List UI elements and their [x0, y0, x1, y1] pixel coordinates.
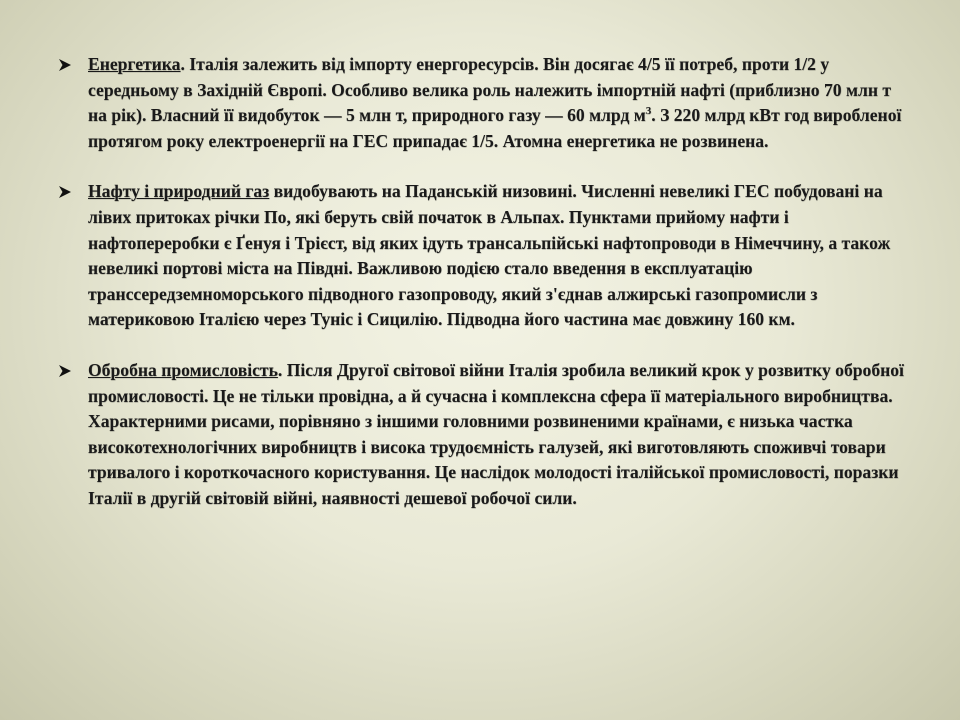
energy-text-b: . З 220 млрд кВт год виробленої протягом року електроенергії на ГЕС припадає 1/5. Атомна енергетика не розвинена.	[88, 105, 902, 151]
oil-gas-text: видобувають на Паданській низовині. Численні невеликі ГЕС побудовані на лівих притоках річки По, які беруть свій початок в Альпах. Пунктами прийому нафти і нафтопереробки є Ґенуя і Трієст, від яких ідуть трансальпійські нафтопроводи в Німеччину, а також невеликі портові міста на Півдні. Важливою подією стало введення в експлуатацію транссередземноморського підводного газопроводу, який з'єднав алжирські газопромисли з материковою Італією через Туніс і Сицилію. Підводна його частина має довжину 160 км.	[88, 181, 891, 330]
arrowhead-bullet-icon	[58, 179, 78, 205]
energy-text-a: . Італія залежить від імпорту енергоресурсів. Він досягає 4/5 її потреб, проти 1/2 у середньому в Західній Європі. Особливо велика роль належить імпортній нафті (приблизно 70 млн т на рік). Власний її видобуток — 5 млн т, природного газу — 60 млрд м	[88, 54, 891, 126]
slide-content	[58, 52, 908, 537]
term-manufacturing: Обробна промисловість	[88, 359, 278, 380]
term-energy: Енергетика	[88, 54, 181, 74]
manufacturing-text: . Після Другої світової війни Італія зробила великий крок у розвитку обробної промисловості. Це не тільки провідна, а й сучасна і комплексна сфера її матеріального виробництва. Характерними рисами, порівняно з іншими головними розвиненими країнами, є низька частка високотехнологічних виробництв і висока трудоємність галузей, які виготовляють споживчі товари тривалого і короткочасного користування. Це наслідок молодості італійської промисловості, поразки Італії в другій світовій війні, наявності дешевої робочої сили.	[88, 359, 904, 508]
paragraph-energy	[58, 52, 908, 154]
paragraph-oil-gas	[58, 179, 908, 333]
cubic-superscript: 3	[645, 105, 652, 118]
arrowhead-bullet-icon	[58, 358, 78, 384]
term-oil-gas: Нафту і природний газ	[88, 181, 270, 202]
paragraph-manufacturing	[58, 358, 908, 512]
arrowhead-bullet-icon	[58, 52, 78, 78]
